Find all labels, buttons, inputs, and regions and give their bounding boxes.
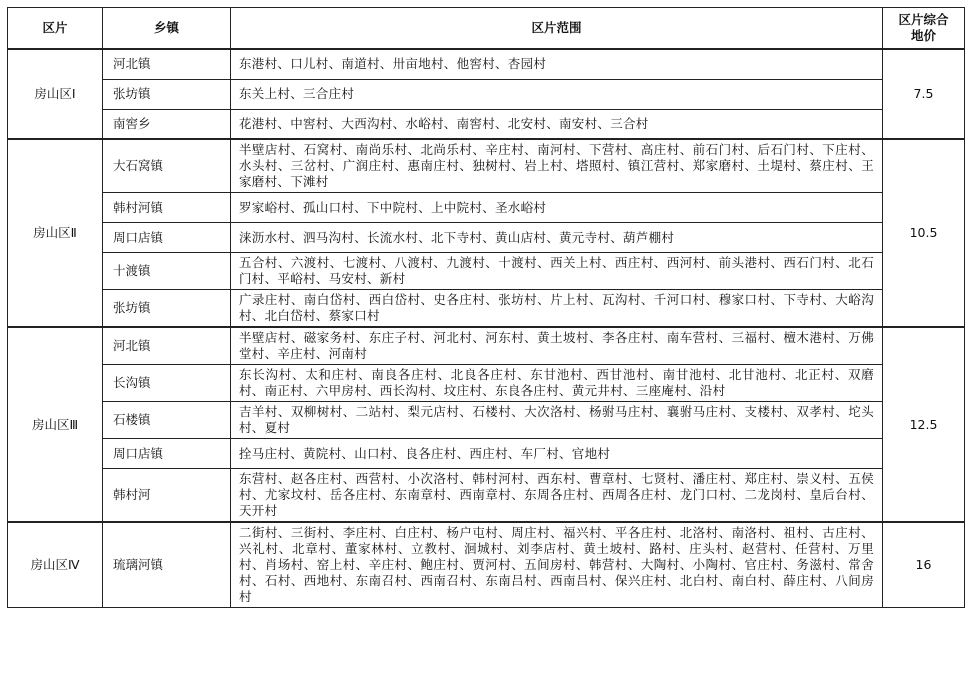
town-cell: 琉璃河镇 <box>103 522 231 608</box>
town-cell: 十渡镇 <box>103 253 231 290</box>
area-cell: 东港村、口儿村、南道村、卅亩地村、他窖村、杏园村 <box>231 49 883 79</box>
table-row <box>8 290 965 328</box>
header-town: 乡镇 <box>103 8 231 50</box>
town-cell: 张坊镇 <box>103 79 231 109</box>
price-cell: 16 <box>883 522 965 608</box>
town-cell: 张坊镇 <box>103 290 231 328</box>
town-cell: 南窖乡 <box>103 109 231 139</box>
area-cell: 花港村、中窖村、大西沟村、水峪村、南窖村、北安村、南安村、三合村 <box>231 109 883 139</box>
area-cell: 广录庄村、南白岱村、西白岱村、史各庄村、张坊村、片上村、瓦沟村、千河口村、穆家口村、下寺村、大峪沟村、北白岱村、蔡家口村 <box>231 290 883 328</box>
table-row <box>8 327 965 365</box>
area-cell: 罗家峪村、孤山口村、下中院村、上中院村、圣水峪村 <box>231 193 883 223</box>
town-cell: 长沟镇 <box>103 365 231 402</box>
area-cell: 半壁店村、磁家务村、东庄子村、河北村、河东村、黄土坡村、李各庄村、南车营村、三福村、檀木港村、万佛堂村、辛庄村、河南村 <box>231 327 883 365</box>
town-cell: 大石窝镇 <box>103 139 231 193</box>
table-row <box>8 49 965 79</box>
table-row <box>8 439 965 469</box>
price-cell: 10.5 <box>883 139 965 327</box>
area-cell: 拴马庄村、黄院村、山口村、良各庄村、西庄村、车厂村、官地村 <box>231 439 883 469</box>
area-cell: 五合村、六渡村、七渡村、八渡村、九渡村、十渡村、西关上村、西庄村、西河村、前头港村、西石门村、北石门村、平峪村、马安村、新村 <box>231 253 883 290</box>
table-row <box>8 223 965 253</box>
area-cell: 东营村、赵各庄村、西营村、小次洛村、韩村河村、西东村、曹章村、七贤村、潘庄村、郑庄村、崇义村、五侯村、尤家坟村、岳各庄村、东南章村、西南章村、东周各庄村、西周各庄村、龙门口村、二龙岗村、皇后台村、天开村 <box>231 469 883 523</box>
town-cell: 周口店镇 <box>103 223 231 253</box>
price-cell: 7.5 <box>883 49 965 139</box>
town-cell: 韩村河 <box>103 469 231 523</box>
district-cell: 房山区Ⅳ <box>8 522 103 608</box>
area-cell: 东关上村、三合庄村 <box>231 79 883 109</box>
district-cell: 房山区Ⅰ <box>8 49 103 139</box>
district-cell: 房山区Ⅱ <box>8 139 103 327</box>
table-row <box>8 365 965 402</box>
table-row <box>8 109 965 139</box>
area-cell: 二街村、三街村、李庄村、白庄村、杨户屯村、周庄村、福兴村、平各庄村、北洛村、南洛村、祖村、古庄村、兴礼村、北章村、董家林村、立教村、洄城村、刘李店村、黄土坡村、路村、庄头村、赵营村、任营村、万里村、肖场村、窑上村、辛庄村、鲍庄村、贾河村、五间房村、韩营村、大陶村、小陶村、官庄村、务滋村、常舍村、石村、西地村、东南召村、西南召村、东南吕村、西南吕村、保兴庄村、北白村、南白村、薛庄村、八间房村 <box>231 522 883 608</box>
table-row <box>8 253 965 290</box>
header-district: 区片 <box>8 8 103 50</box>
table-row <box>8 193 965 223</box>
table-header-row <box>8 8 965 50</box>
header-price-line1: 区片综合 <box>898 12 949 27</box>
table-row <box>8 469 965 523</box>
land-price-table <box>7 7 965 608</box>
town-cell: 河北镇 <box>103 49 231 79</box>
area-cell: 吉羊村、双柳树村、二站村、梨元店村、石楼村、大次洛村、杨驸马庄村、襄驸马庄村、支楼村、双孝村、坨头村、夏村 <box>231 402 883 439</box>
town-cell: 石楼镇 <box>103 402 231 439</box>
area-cell: 东长沟村、太和庄村、南良各庄村、北良各庄村、东甘池村、西甘池村、南甘池村、北甘池村、北正村、双磨村、南正村、六甲房村、西长沟村、坟庄村、东良各庄村、黄元井村、三座庵村、沿村 <box>231 365 883 402</box>
header-area: 区片范围 <box>231 8 883 50</box>
district-cell: 房山区Ⅲ <box>8 327 103 522</box>
town-cell: 韩村河镇 <box>103 193 231 223</box>
area-cell: 半壁店村、石窝村、南尚乐村、北尚乐村、辛庄村、南河村、下营村、高庄村、前石门村、后石门村、下庄村、水头村、三岔村、广润庄村、惠南庄村、独树村、岩上村、塔照村、镇江营村、郑家磨村、土堤村、蔡庄村、王家磨村、下滩村 <box>231 139 883 193</box>
town-cell: 周口店镇 <box>103 439 231 469</box>
table-row <box>8 522 965 608</box>
land-price-table-container <box>7 7 965 608</box>
table-row <box>8 402 965 439</box>
header-price <box>883 8 965 50</box>
town-cell: 河北镇 <box>103 327 231 365</box>
table-row <box>8 79 965 109</box>
header-price-line2: 地价 <box>910 28 936 43</box>
price-cell: 12.5 <box>883 327 965 522</box>
area-cell: 涞沥水村、泗马沟村、长流水村、北下寺村、黄山店村、黄元寺村、葫芦棚村 <box>231 223 883 253</box>
table-row <box>8 139 965 193</box>
